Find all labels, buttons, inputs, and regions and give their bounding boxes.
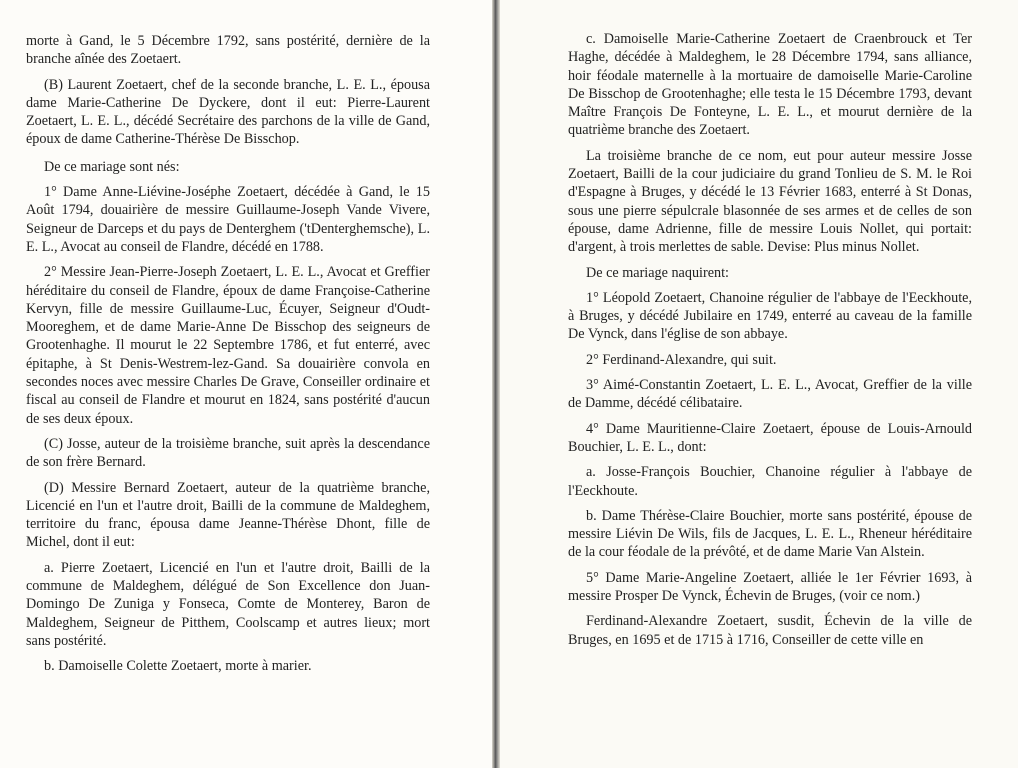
- paragraph: (B) Laurent Zoetaert, chef de la seconde branche, L. E. L., épousa dame Marie-Catherine De Dyckere, dont il eut: Pierre-Laurent Zoetaert, L. E. L., décédé Secrétaire des parchons de la ville de Gand, époux de dame Catherine-Thérèse De Bisschop.: [26, 76, 430, 148]
- book-gutter: [492, 0, 500, 768]
- paragraph: (C) Josse, auteur de la troisième branche, suit après la descendance de son frère Bernard.: [26, 435, 430, 471]
- paragraph: La troisième branche de ce nom, eut pour auteur messire Josse Zoetaert, Bailli de la cour judiciaire du grand Tonlieu de S. M. le Roi d'Espagne à Bruges, y décédé le 13 Février 1683, enterré à St Donas, sous une pierre sépulcrale blasonnée de ses armes et de celles de son épouse, dame Adrienne, fille de messire Louis Nollet, qui portait: d'argent, à trois merlettes de sable. Devise: Plus minus Nollet.: [568, 147, 972, 256]
- paragraph: a. Josse-François Bouchier, Chanoine régulier à l'abbaye de l'Eeckhoute.: [568, 464, 972, 499]
- paragraph: b. Damoiselle Colette Zoetaert, morte à marier.: [44, 658, 312, 675]
- paragraph: 2° Ferdinand-Alexandre, qui suit.: [586, 351, 777, 368]
- paragraph: 1° Dame Anne-Liévine-Joséphe Zoetaert, décédée à Gand, le 15 Août 1794, douairière de messire Guillaume-Joseph Vande Vivere, Seigneur de Darceps et du pays de Denterghem ('tDenterghemsche), L. E. L., Avocat au conseil de Flandre, décédé en 1788.: [26, 184, 430, 255]
- right-text-column: [568, 30, 972, 656]
- paragraph: Ferdinand-Alexandre Zoetaert, susdit, Échevin de la ville de Bruges, en 1695 et de 1715 à 1716, Conseiller de cette ville en: [568, 613, 972, 648]
- left-page: [0, 0, 492, 768]
- paragraph: 1° Léopold Zoetaert, Chanoine régulier de l'abbaye de l'Eeckhoute, à Bruges, y décédé Jubilaire en 1749, enterré au caveau de la famille De Vynck, dans l'église de son abbaye.: [568, 289, 972, 343]
- paragraph: De ce mariage sont nés:: [44, 158, 180, 175]
- paragraph: b. Dame Thérèse-Claire Bouchier, morte sans postérité, épouse de messire Liévin De Wils, fils de Jacques, L. E. L., Rheneur héréditaire de la cour féodale de la prévôté, et de dame Marie Van Alstein.: [568, 507, 972, 561]
- paragraph: 4° Dame Mauritienne-Claire Zoetaert, épouse de Louis-Arnould Bouchier, L. E. L., dont:: [568, 420, 972, 455]
- paragraph: a. Pierre Zoetaert, Licencié en l'un et l'autre droit, Bailli de la commune de Maldeghem, délégué de Son Excellence don Juan-Domingo De Zuniga y Fonseca, Comte de Monterey, Baron de Maldeghem, Seigneur de Pitthem, Coolscamp et autres lieux; mort sans postérité.: [26, 559, 430, 649]
- paragraph: (D) Messire Bernard Zoetaert, auteur de la quatrième branche, Licencié en l'un et l'autre droit, Bailli de la commune de Maldeghem, territoire du franc, épousa dame Jeanne-Thérèse Dhont, fille de Michel, dont il eut:: [26, 479, 430, 551]
- paragraph: c. Damoiselle Marie-Catherine Zoetaert de Craenbrouck et Ter Haghe, décédée à Maldeghem, le 28 Décembre 1794, sans alliance, hoir féodale maternelle à la mortuaire de damoiselle Marie-Caroline De Bisschop de Grootenhaghe; elle testa le 15 Décembre 1793, devant Maître François De Fonteyne, L. E. L., et mourut dernière de la quatrième branche des Zoetaert.: [568, 31, 972, 139]
- paragraph: De ce mariage naquirent:: [586, 264, 729, 281]
- right-page: [500, 0, 1018, 768]
- left-text-column: [26, 32, 430, 683]
- paragraph: 2° Messire Jean-Pierre-Joseph Zoetaert, L. E. L., Avocat et Greffier héréditaire du conseil de Flandre, époux de dame Françoise-Catherine Kervyn, fille de messire Guillaume-Luc, Écuyer, Seigneur d'Oudt-Mooreghem, et de dame Marie-Anne De Bisschop des seigneurs de Grootenhaghe. Il mourut le 22 Septembre 1786, et fut enterré, avec épitaphe, à St Denis-Westrem-lez-Gand. Sa douairière convola en secondes noces avec messire Charles De Grave, Conseiller ordinaire et fiscal au conseil de Flandre et mourut en 1824, sans postérité d'aucun de ses deux époux.: [26, 264, 430, 427]
- paragraph: morte à Gand, le 5 Décembre 1792, sans postérité, dernière de la branche aînée des Zoetaert.: [26, 33, 430, 68]
- paragraph: 3° Aimé-Constantin Zoetaert, L. E. L., Avocat, Greffier de la ville de Damme, décédé célibataire.: [568, 377, 972, 412]
- paragraph: 5° Dame Marie-Angeline Zoetaert, alliée le 1er Février 1693, à messire Prosper De Vynck, Échevin de Bruges, (voir ce nom.): [568, 569, 972, 605]
